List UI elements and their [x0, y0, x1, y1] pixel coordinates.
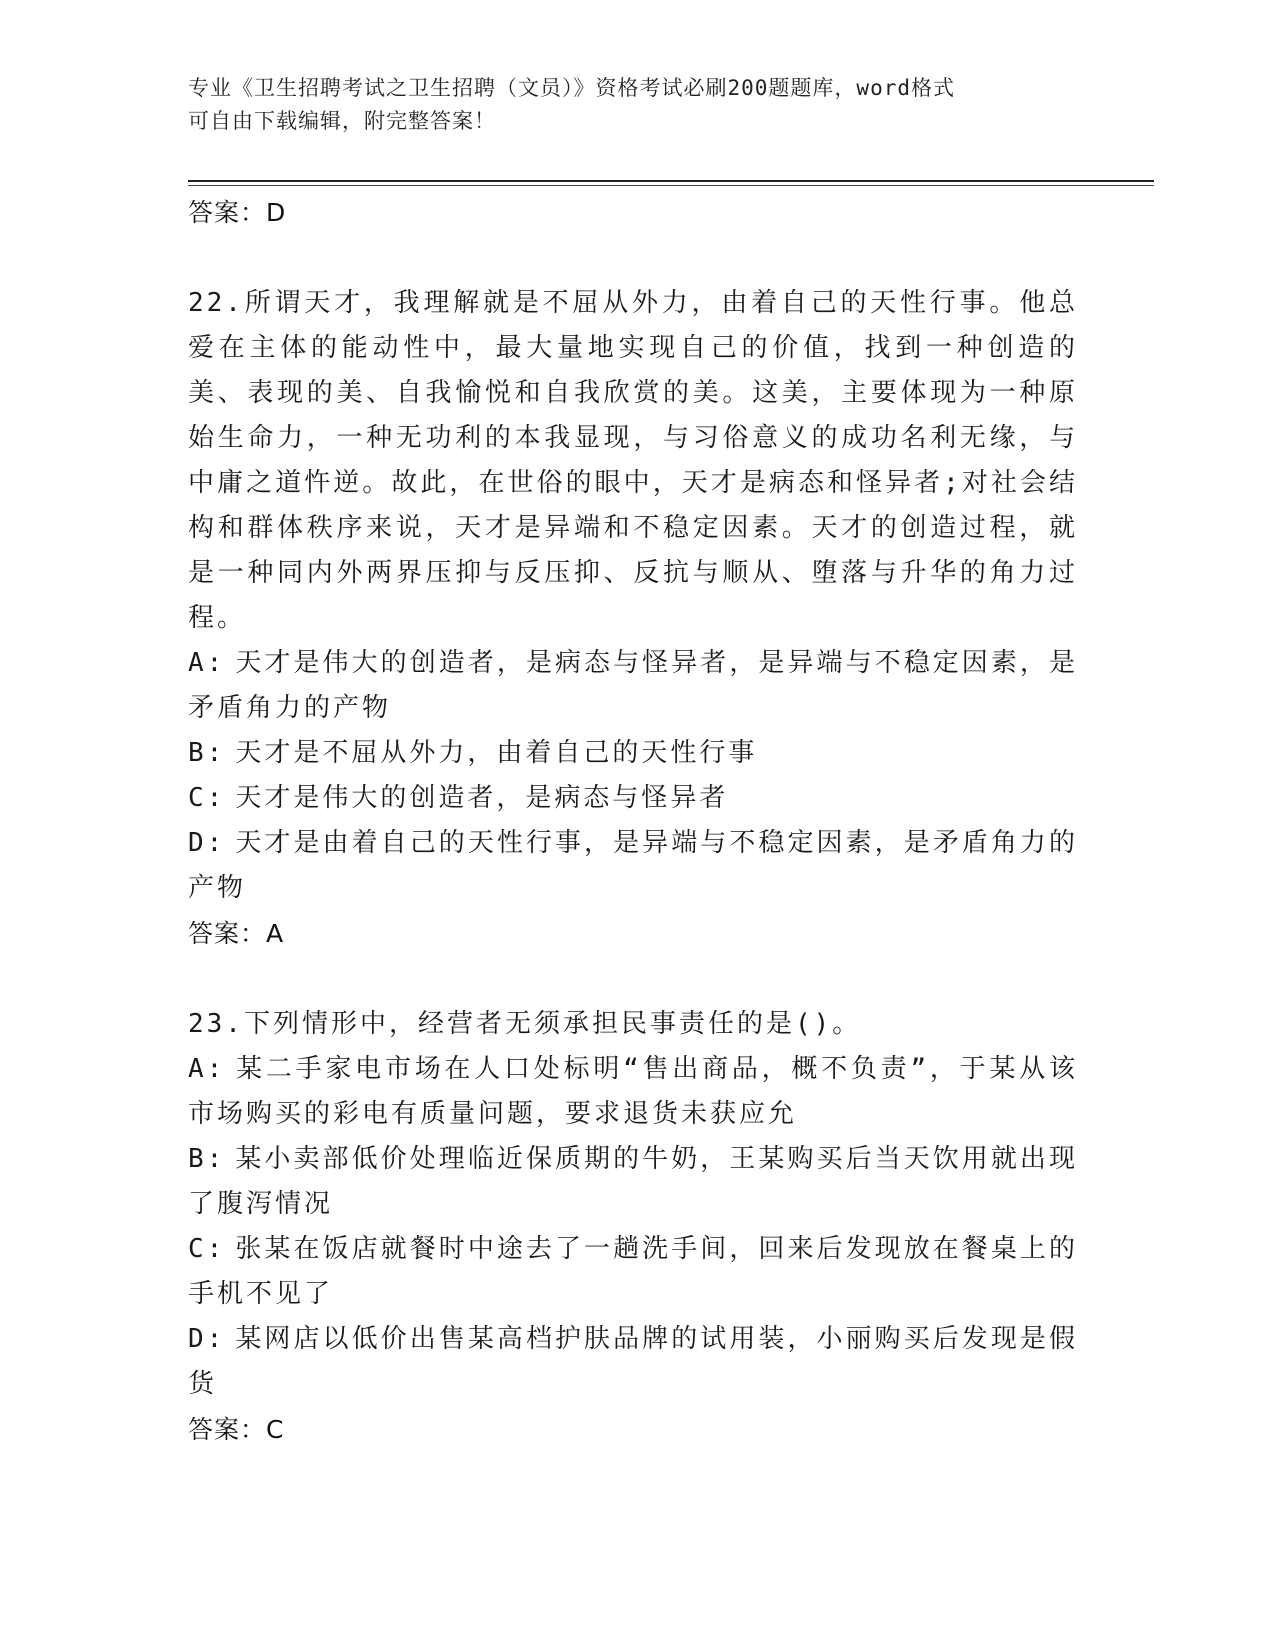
header-title-line-2: 可自由下载编辑，附完整答案！	[188, 109, 496, 133]
header-title-line-1: 专业《卫生招聘考试之卫生招聘（文员）》资格考试必刷200题题库，word格式	[188, 76, 955, 100]
answer-value: A	[266, 919, 285, 948]
option-d	[188, 1317, 1078, 1407]
option-text: 天才是伟大的创造者，是病态与怪异者，是异端与不稳定因素，是矛盾角力的产物	[188, 648, 1078, 723]
answer-label: 答案：	[188, 919, 267, 948]
answer-line	[188, 911, 1078, 956]
option-text: 张某在饭店就餐时中途去了一趟洗手间，回来后发现放在餐桌上的手机不见了	[188, 1234, 1078, 1309]
option-a	[188, 1047, 1078, 1137]
option-b	[188, 731, 1078, 776]
question-block	[188, 1002, 1078, 1452]
answer-value: C	[266, 1415, 285, 1444]
option-c	[188, 776, 1078, 821]
option-text: 天才是不屈从外力，由着自己的天性行事	[235, 738, 758, 768]
answer-value: D	[266, 198, 287, 227]
option-c	[188, 1227, 1078, 1317]
question-text: 23.下列情形中，经营者无须承担民事责任的是()。	[188, 1009, 862, 1039]
option-b	[188, 1137, 1078, 1227]
question-text: 22.所谓天才，我理解就是不屈从外力，由着自己的天性行事。他总爱在主体的能动性中，最大量地实现自己的价值，找到一种创造的美、表现的美、自我愉悦和自我欣赏的美。这美，主要体现为一种原始生命力，一种无功利的本我显现，与习俗意义的成功名利无缘，与中庸之道忤逆。故此，在世俗的眼中，天才是病态和怪异者;对社会结构和群体秩序来说，天才是异端和不稳定因素。天才的创造过程，就是一种同内外两界压抑与反压抑、反抗与顺从、堕落与升华的角力过程。	[188, 288, 1078, 633]
document-body	[188, 190, 1078, 1452]
answer-label: 答案：	[188, 1415, 267, 1444]
header-divider	[188, 180, 1154, 182]
option-key: A:	[188, 1054, 226, 1084]
header-divider-thin	[188, 185, 1154, 186]
option-text: 天才是由着自己的天性行事，是异端与不稳定因素，是矛盾角力的产物	[188, 828, 1078, 903]
answer-line	[188, 190, 1078, 235]
option-text: 某小卖部低价处理临近保质期的牛奶，王某购买后当天饮用就出现了腹泻情况	[188, 1144, 1078, 1219]
option-key: C:	[188, 1234, 226, 1264]
question-block	[188, 281, 1078, 956]
option-text: 天才是伟大的创造者，是病态与怪异者	[235, 783, 729, 813]
option-text: 某二手家电市场在人口处标明“售出商品，概不负责”，于某从该市场购买的彩电有质量问题，要求退货未获应允	[188, 1054, 1078, 1129]
option-text: 某网店以低价出售某高档护肤品牌的试用装，小丽购买后发现是假货	[188, 1324, 1078, 1399]
option-key: B:	[188, 738, 226, 768]
option-a	[188, 641, 1078, 731]
answer-line	[188, 1407, 1078, 1452]
option-key: D:	[188, 828, 226, 858]
option-key: B:	[188, 1144, 226, 1174]
option-key: C:	[188, 783, 226, 813]
option-key: D:	[188, 1324, 226, 1354]
answer-label: 答案：	[188, 198, 267, 227]
option-key: A:	[188, 648, 226, 678]
option-d	[188, 821, 1078, 911]
page-header	[188, 72, 1068, 138]
